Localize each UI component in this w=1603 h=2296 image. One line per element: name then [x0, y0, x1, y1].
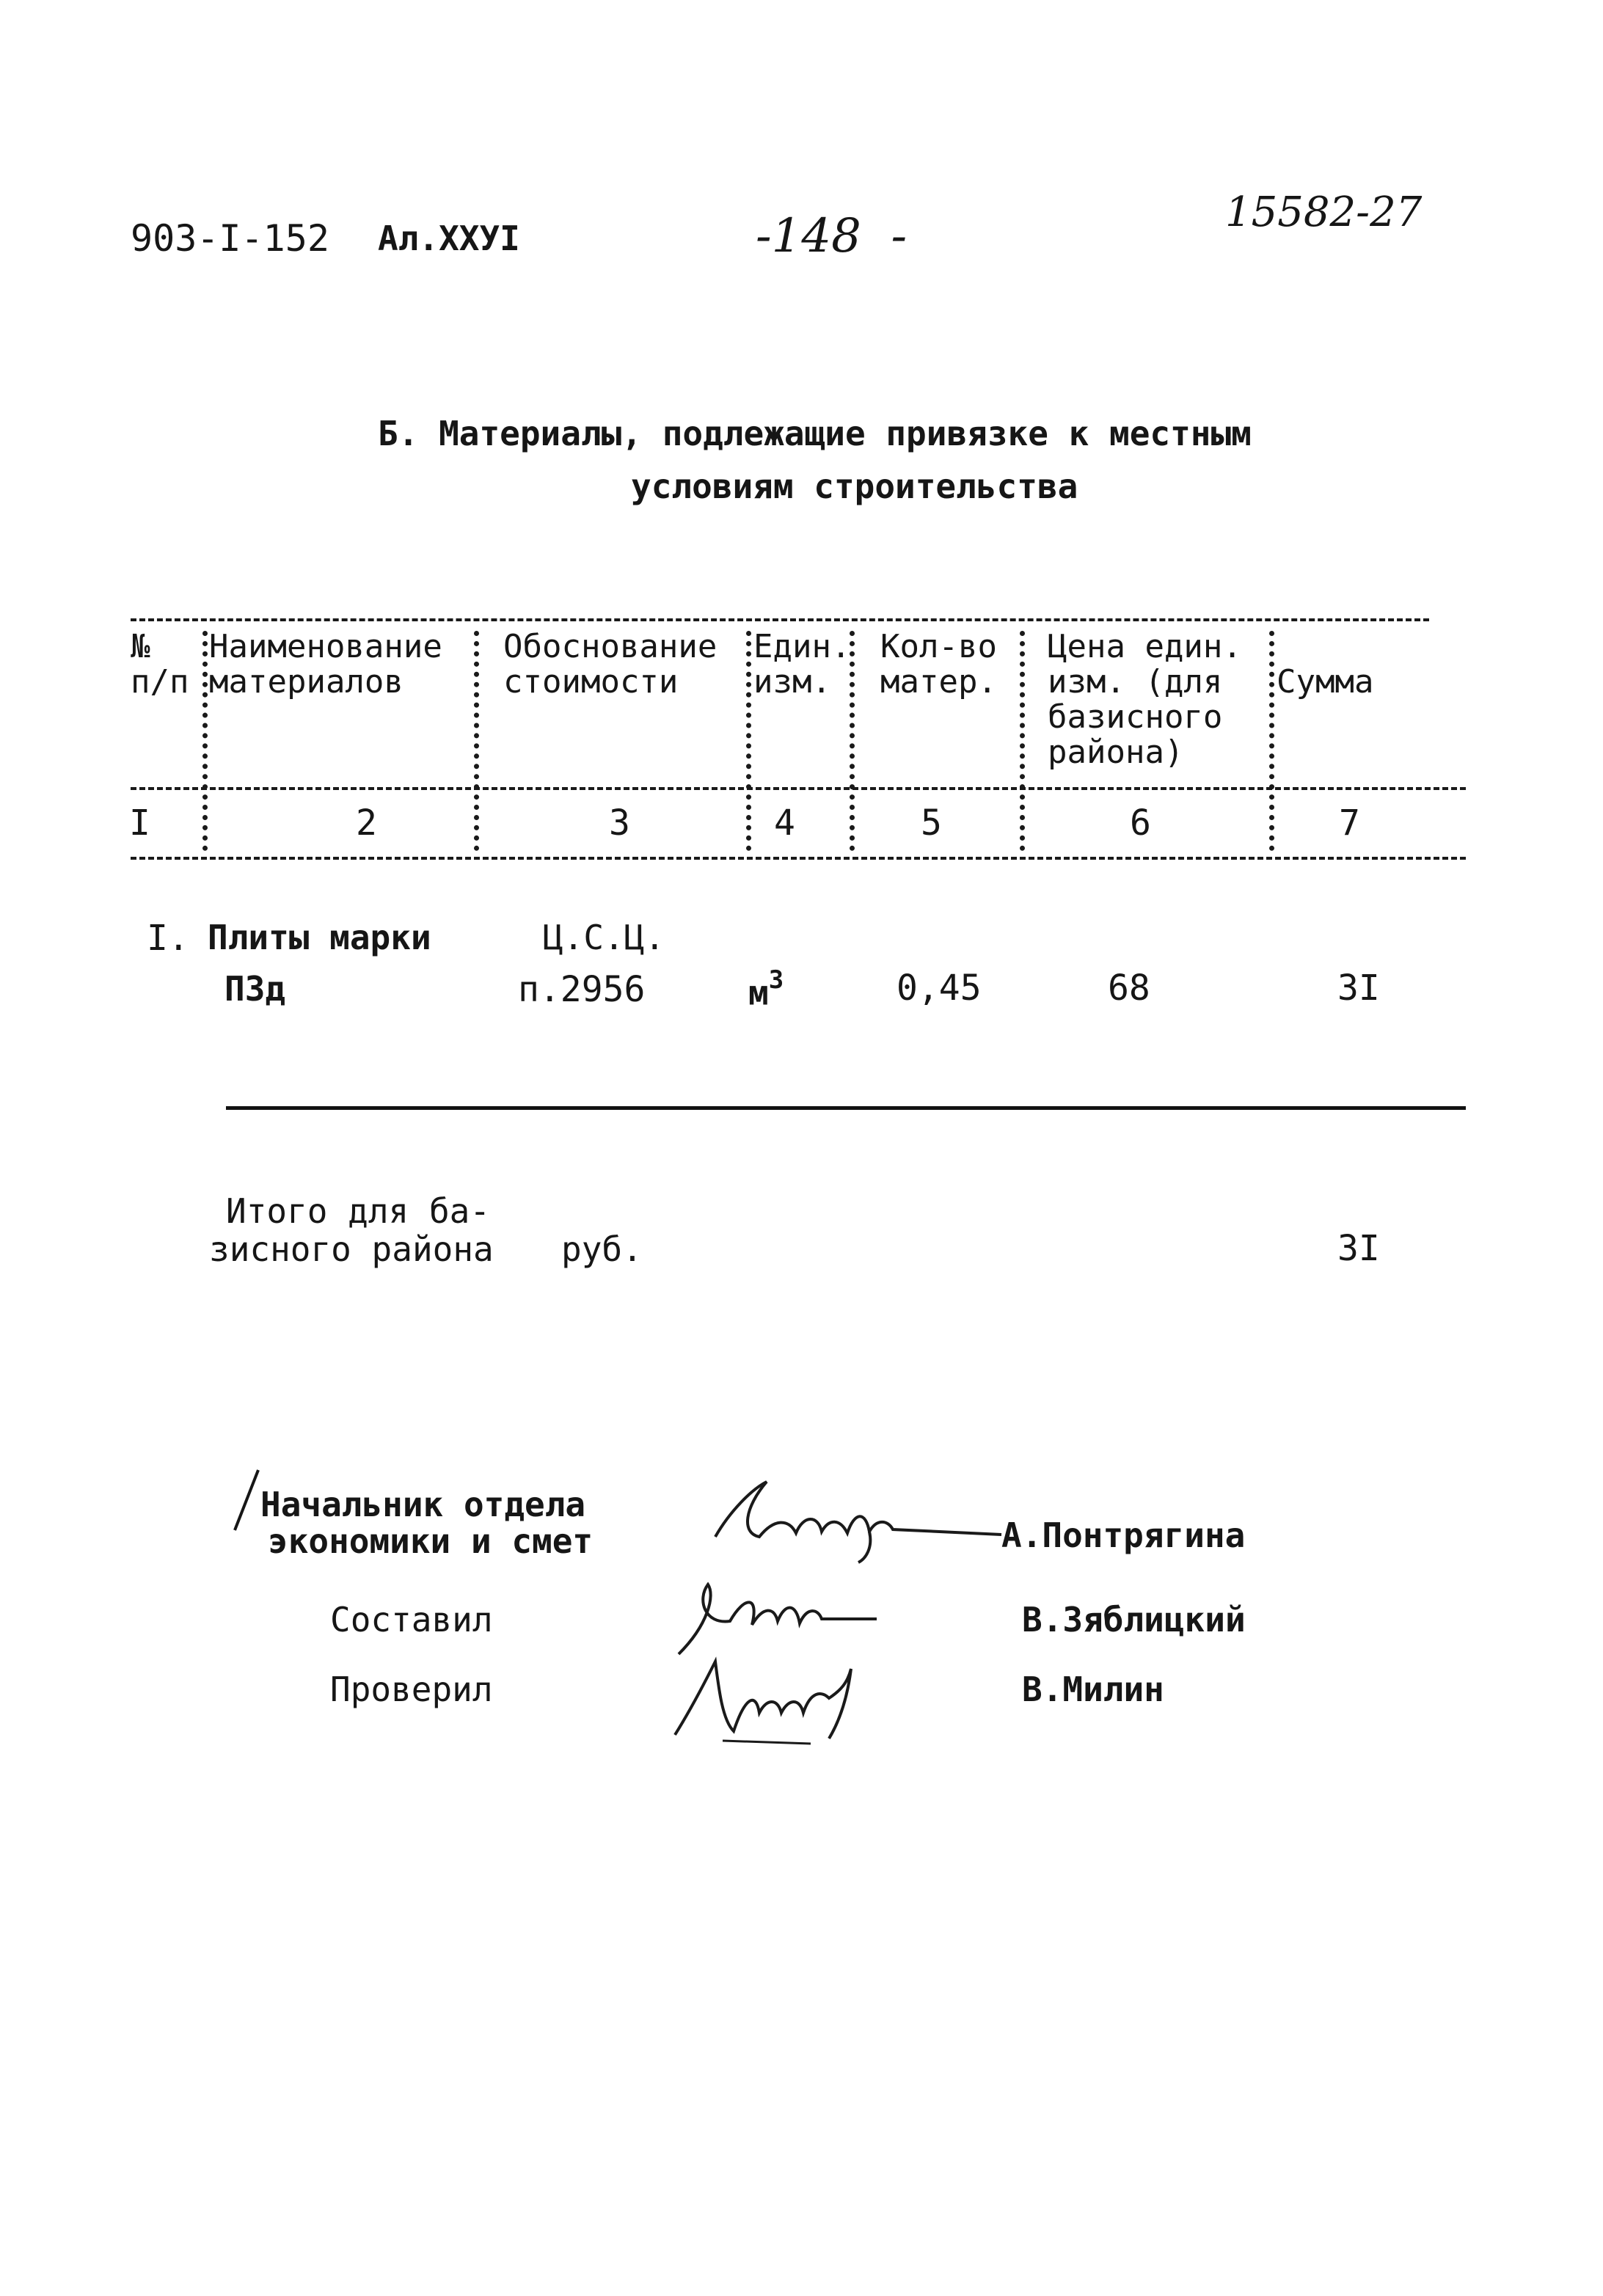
total-label-line2: зисного района: [209, 1229, 494, 1269]
column-number: I: [129, 802, 150, 844]
column-header-no: № п/п: [131, 628, 189, 701]
section-title-line1: Б. Материалы, подлежащие привязке к местным: [378, 414, 1252, 453]
cost-basis-line2: п.2956: [518, 969, 646, 1010]
signer-role: Составил: [330, 1600, 493, 1639]
signer-role-line1: Начальник отдела: [260, 1485, 586, 1524]
cost-basis-line1: Ц.С.Ц.: [543, 918, 665, 957]
album-number: Ал.XXУI: [378, 219, 520, 258]
signer-role: Проверил: [330, 1670, 493, 1709]
material-name-line1: Плиты марки: [208, 918, 431, 957]
total-label-line1: Итого для ба-: [226, 1191, 491, 1231]
signer-role-line2: экономики и смет: [268, 1521, 594, 1561]
column-separator: [1269, 631, 1274, 851]
column-separator: [746, 631, 751, 851]
column-number: 2: [356, 802, 377, 844]
signer-name: А.Понтрягина: [1001, 1516, 1246, 1555]
total-value: 3I: [1337, 1228, 1380, 1269]
quantity: 0,45: [897, 968, 982, 1009]
column-header-unit: Един. изм.: [753, 628, 851, 701]
page-number: -148 -: [756, 209, 908, 263]
column-header-price: Цена един. изм. (для базисного района): [1048, 628, 1242, 771]
column-header-basis: Обоснование стоимости: [503, 628, 717, 701]
unit-price: 68: [1108, 968, 1150, 1009]
column-number: 7: [1339, 802, 1360, 844]
unit-text: м: [748, 973, 769, 1013]
column-header-sum: Сумма: [1277, 663, 1374, 701]
inventory-number: 15582-27: [1225, 189, 1423, 236]
signature-3: [664, 1639, 884, 1750]
column-separator: [1020, 631, 1025, 851]
total-currency: руб.: [561, 1229, 643, 1269]
column-separator: [474, 631, 479, 851]
signer-name: В.Милин: [1022, 1670, 1164, 1709]
row-number: I.: [147, 918, 189, 959]
column-separator: [202, 631, 208, 851]
total-rule: [226, 1106, 1466, 1110]
document-code: 903-I-152: [131, 217, 329, 260]
signer-name: В.Зяблицкий: [1022, 1600, 1246, 1639]
column-number: 4: [774, 802, 795, 844]
column-number: 3: [609, 802, 630, 844]
section-title-line2: условиям строительства: [631, 467, 1078, 506]
table-top-rule: [131, 618, 1429, 621]
table-header-rule: [131, 787, 1466, 790]
column-number: 5: [921, 802, 942, 844]
signature-1: [701, 1467, 1009, 1570]
table-numbers-rule: [131, 857, 1466, 860]
row-sum: 3I: [1337, 968, 1380, 1009]
column-header-name: Наименование материалов: [209, 628, 442, 701]
unit: [748, 965, 784, 1013]
column-number: 6: [1130, 802, 1151, 844]
unit-superscript: 3: [768, 965, 784, 995]
material-name-line2: П3д: [224, 969, 286, 1009]
column-header-qty: Кол-во матер.: [880, 628, 997, 701]
